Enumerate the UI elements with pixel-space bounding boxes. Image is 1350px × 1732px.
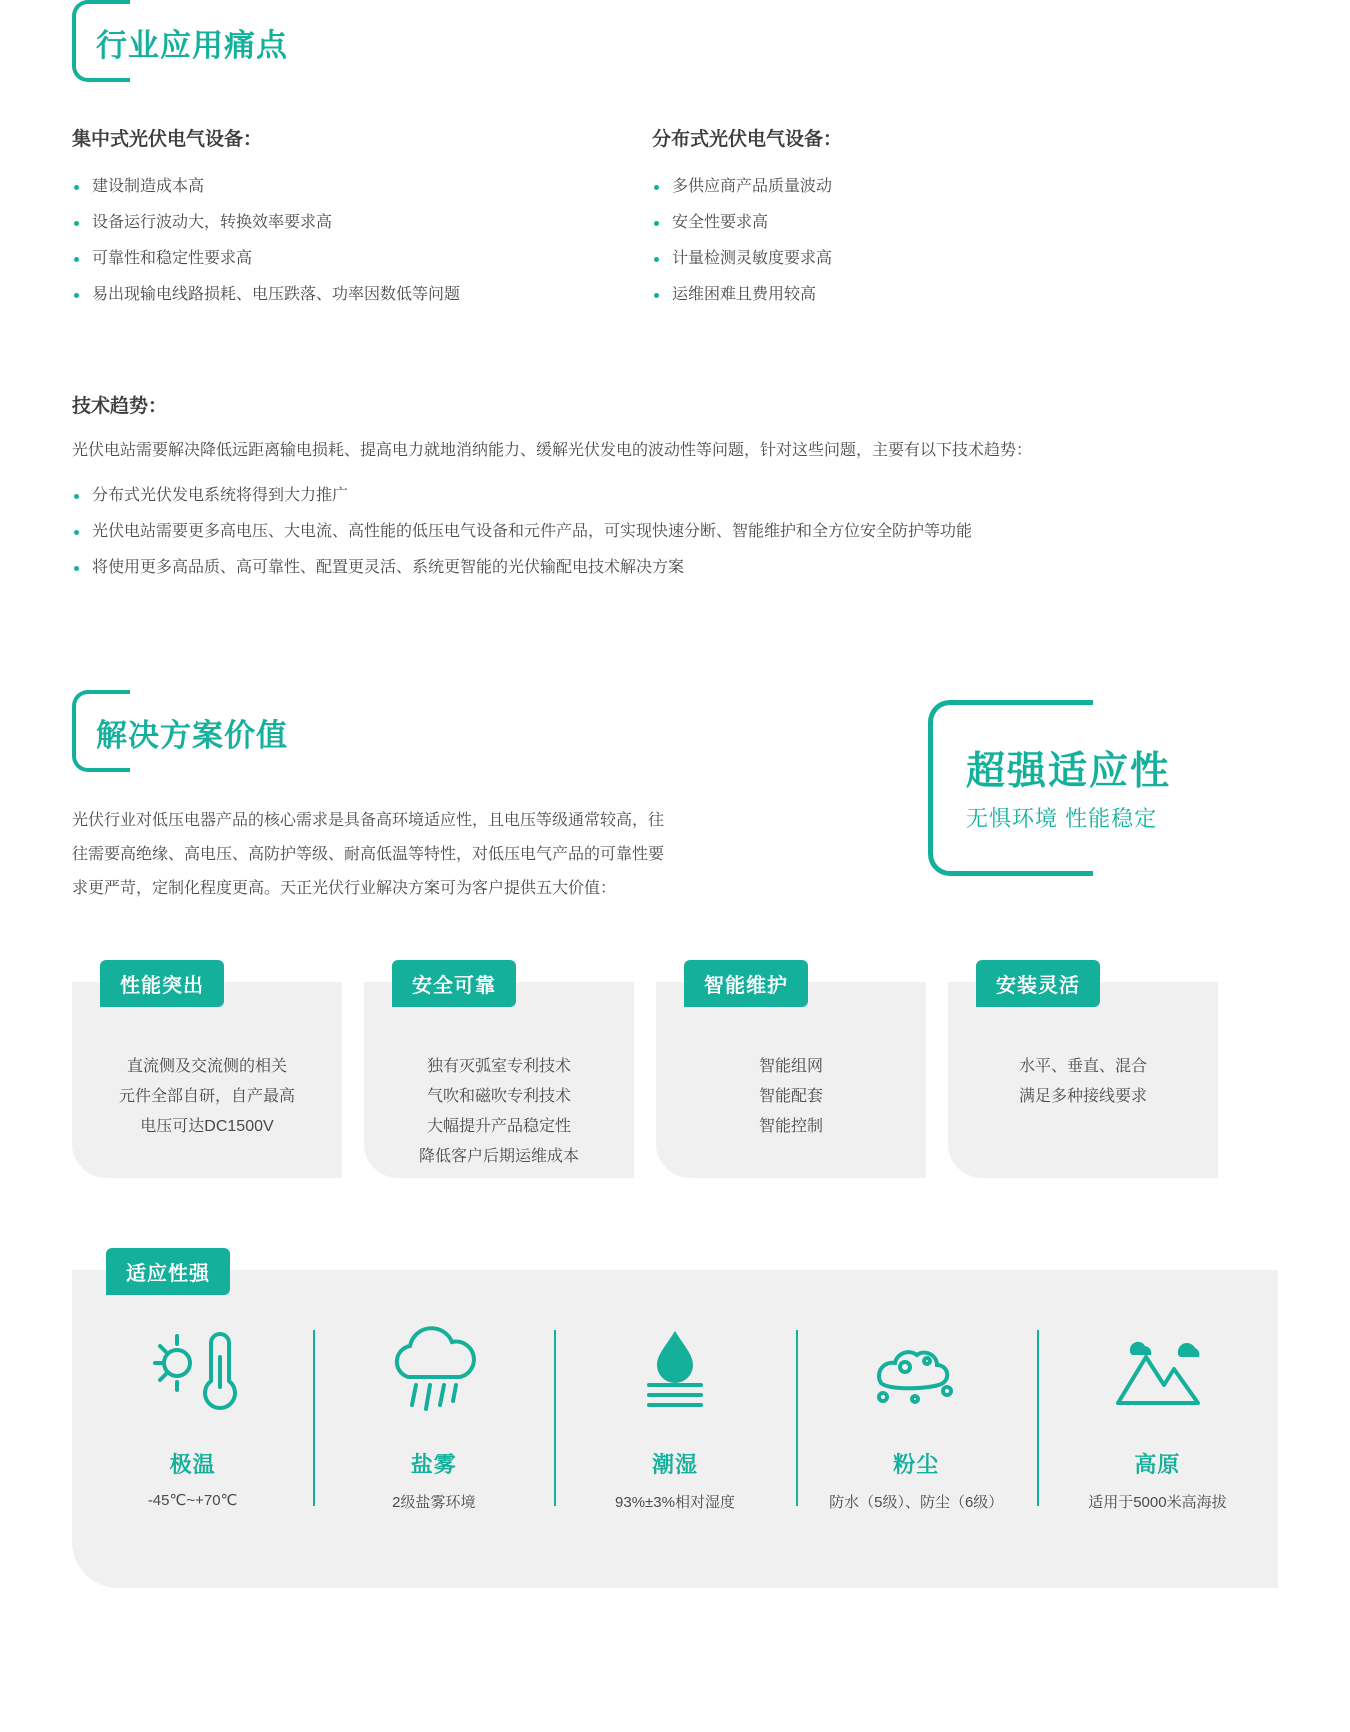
item-value: 2级盐雾环境	[392, 1494, 476, 1511]
value-card	[656, 975, 926, 1178]
section-header-pain-points	[72, 0, 1278, 84]
list-item: 分布式光伏发电系统将得到大力推广	[72, 478, 1278, 514]
list-item: 多供应商产品质量波动	[652, 169, 1232, 205]
adaptability-item-list	[72, 1270, 1278, 1588]
item-name: 盐雾	[410, 1452, 457, 1477]
dust-icon	[796, 1316, 1037, 1426]
value-card-list	[72, 975, 1278, 1178]
pain-point-columns	[72, 124, 1278, 313]
adaptability-item	[796, 1316, 1037, 1588]
card-tag: 安装灵活	[976, 960, 1100, 1007]
card-tag: 智能维护	[684, 960, 808, 1007]
strip-tag: 适应性强	[106, 1248, 230, 1295]
card-tag: 安全可靠	[392, 960, 516, 1007]
card-body	[72, 1052, 342, 1142]
trend-lead-text: 光伏电站需要解决降低远距离输电损耗、提高电力就地消纳能力、缓解光伏发电的波动性等问题，针对这些问题，主要有以下技术趋势：	[72, 442, 1033, 459]
list-item: 计量检测灵敏度要求高	[652, 241, 1232, 277]
list-item: 将使用更多高品质、高可靠性、配置更灵活、系统更智能的光伏输配电技术解决方案	[72, 550, 1278, 586]
page-title: 行业应用痛点	[96, 27, 288, 63]
pain-list-centralized	[72, 169, 652, 313]
adaptability-item	[72, 1316, 313, 1588]
list-item: 可靠性和稳定性要求高	[72, 241, 652, 277]
column-title: 集中式光伏电气设备：	[72, 129, 263, 150]
card-line: 降低客户后期运维成本	[418, 1148, 579, 1165]
adaptability-item	[1037, 1316, 1278, 1588]
adaptability-item	[313, 1316, 554, 1588]
value-card	[948, 975, 1218, 1178]
list-item: 运维困难且费用较高	[652, 277, 1232, 313]
card-body	[364, 1052, 634, 1172]
list-item: 建设制造成本高	[72, 169, 652, 205]
item-name: 潮湿	[652, 1452, 699, 1477]
card-line: 智能组网	[758, 1058, 823, 1075]
card-line: 独有灭弧室专利技术	[426, 1058, 571, 1075]
card-line: 智能配套	[758, 1088, 823, 1105]
temperature-icon	[72, 1316, 313, 1426]
card-body	[948, 1052, 1218, 1112]
card-line: 智能控制	[758, 1118, 823, 1135]
list-item: 安全性要求高	[652, 205, 1232, 241]
pain-list-distributed	[652, 169, 1232, 313]
card-line: 直流侧及交流侧的相关	[126, 1058, 287, 1075]
card-line: 满足多种接线要求	[1018, 1088, 1147, 1105]
trend-title: 技术趋势：	[72, 396, 168, 417]
badge-subline: 无惧环境 性能稳定	[966, 806, 1158, 831]
column-title: 分布式光伏电气设备：	[652, 129, 843, 150]
list-item: 设备运行波动大，转换效率要求高	[72, 205, 652, 241]
value-card	[364, 975, 634, 1178]
card-line: 元件全部自研，自产最高	[118, 1088, 295, 1105]
solution-value-section	[72, 690, 1278, 1588]
badge-headline: 超强适应性	[966, 750, 1172, 793]
card-line: 大幅提升产品稳定性	[426, 1118, 571, 1135]
card-line: 电压可达DC1500V	[140, 1118, 274, 1135]
card-body	[656, 1052, 926, 1142]
pain-column-centralized	[72, 124, 652, 313]
item-name: 高原	[1134, 1452, 1181, 1477]
item-value: 防水（5级）、防尘（6级）	[829, 1494, 1004, 1511]
item-value: -45℃~+70℃	[147, 1492, 238, 1509]
card-line: 水平、垂直、混合	[1018, 1058, 1147, 1075]
value-card	[72, 975, 342, 1178]
trend-list	[72, 478, 1278, 586]
list-item: 易出现输电线路损耗、电压跌落、功率因数低等问题	[72, 277, 652, 313]
card-line: 气吹和磁吹专利技术	[426, 1088, 571, 1105]
item-value: 93%±3%相对湿度	[615, 1494, 735, 1511]
salt-fog-icon	[313, 1316, 554, 1426]
adaptability-item	[554, 1316, 795, 1588]
adaptability-strip	[72, 1263, 1278, 1588]
humidity-icon	[554, 1316, 795, 1426]
item-name: 极温	[169, 1452, 216, 1477]
badge-text-group	[966, 748, 1286, 833]
list-item: 光伏电站需要更多高电压、大电流、高性能的低压电气设备和元件产品，可实现快速分断、智能维护和全方位安全防护等功能	[72, 514, 1278, 550]
solution-value-description: 光伏行业对低压电器产品的核心需求是具备高环境适应性，且电压等级通常较高，往往需要高绝缘、高电压、高防护等级、耐高低温等特性，对低压电气产品的可靠性要求更严苛，定制化程度更高。天正光伏行业解决方案可为客户提供五大价值：	[72, 812, 665, 897]
technology-trend-block	[72, 391, 1278, 586]
plateau-icon	[1037, 1316, 1278, 1426]
card-tag: 性能突出	[100, 960, 224, 1007]
item-name: 粉尘	[893, 1452, 940, 1477]
pain-column-distributed	[652, 124, 1232, 313]
item-value: 适用于5000米高海拔	[1088, 1494, 1227, 1511]
section-title: 解决方案价值	[96, 717, 288, 753]
super-adaptability-badge	[928, 700, 1172, 876]
